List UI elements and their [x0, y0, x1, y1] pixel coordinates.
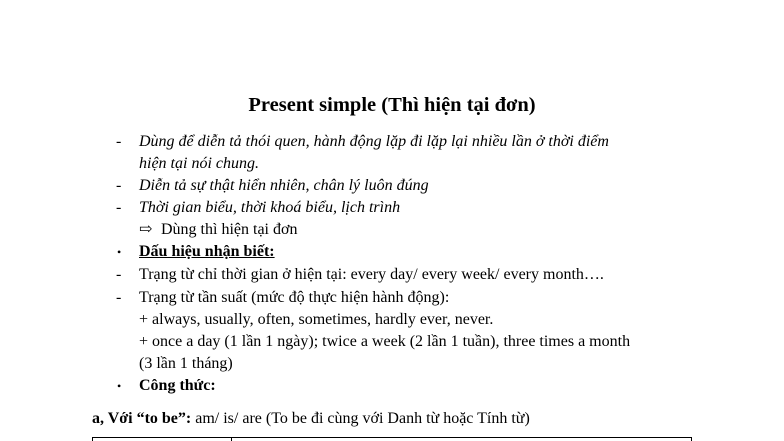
to-be-prefix: a, Với “to be”: [92, 410, 192, 427]
usage-item-2: Diễn tả sự thật hiển nhiên, chân lý luôn đúng [139, 177, 429, 194]
usage-item-3: Thời gian biểu, thời khoá biểu, lịch trình [139, 199, 401, 216]
list-marker: - [116, 266, 122, 283]
to-be-line [92, 408, 530, 430]
usage-item-1-line-1: Dùng để diễn tả thói quen, hành động lặp đi lặp lại nhiều lần ở thời điểm [139, 133, 609, 150]
table-border [231, 437, 232, 441]
signs-item-2-line-1: Trạng từ tần suất (mức độ thực hiện hành động): [139, 289, 450, 306]
signs-item-1: Trạng từ chỉ thời gian ở hiện tại: every day/ every week/ every month…. [139, 266, 604, 283]
list-marker: - [116, 177, 122, 194]
to-be-text: am/ is/ are (To be đi cùng với Danh từ hoặc Tính từ) [191, 410, 530, 427]
signs-heading: Dấu hiệu nhận biết: [139, 243, 275, 260]
signs-item-2-line-2: + always, usually, often, sometimes, hardly ever, never. [139, 311, 494, 328]
list-marker: - [116, 289, 122, 306]
formula-heading: Công thức: [139, 377, 216, 394]
usage-item-1-line-2: hiện tại nói chung. [139, 155, 259, 172]
arrow-icon: ⇨ [139, 221, 153, 238]
signs-item-2-line-3: + once a day (1 lần 1 ngày); twice a week (2 lần 1 tuần), three times a month [139, 333, 631, 350]
list-marker: - [116, 133, 122, 150]
bullet-icon: • [117, 379, 122, 393]
list-marker: - [116, 199, 122, 216]
signs-item-2-line-4: (3 lần 1 tháng) [139, 355, 233, 372]
table-border [691, 437, 692, 441]
page-title: Present simple (Thì hiện tại đơn) [248, 94, 536, 116]
bullet-icon: • [117, 245, 122, 259]
table-border [92, 437, 93, 441]
usage-conclusion: Dùng thì hiện tại đơn [161, 221, 298, 238]
table-top-border [92, 437, 692, 438]
